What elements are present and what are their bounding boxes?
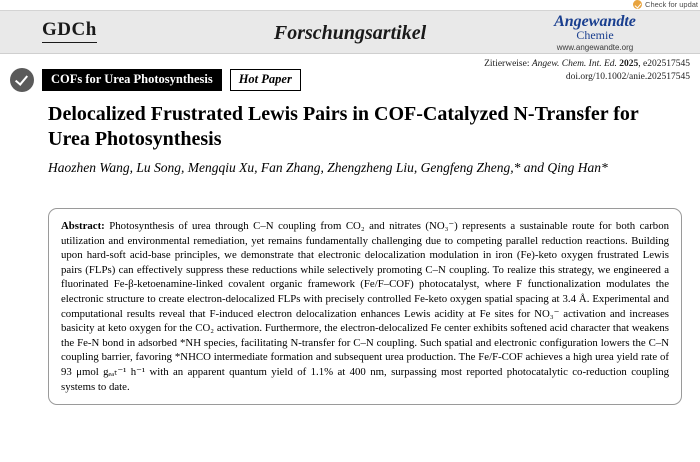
hot-paper-badge: Hot Paper bbox=[230, 69, 301, 91]
journal-section-title: Forschungsartikel bbox=[273, 22, 427, 44]
badge-row bbox=[10, 68, 301, 92]
gdch-logo: GDCh bbox=[42, 19, 97, 43]
citation-label: Zitierweise: bbox=[484, 59, 530, 69]
angewandte-logo bbox=[500, 14, 690, 53]
verified-check-icon bbox=[10, 68, 34, 92]
topic-badge: COFs for Urea Photosynthesis bbox=[42, 69, 222, 91]
journal-header bbox=[0, 10, 700, 54]
angewandte-logo-line1: Angewandte bbox=[554, 13, 636, 30]
citation-doi[interactable]: doi.org/10.1002/anie.202517545 bbox=[565, 71, 690, 82]
author-list: Haozhen Wang, Lu Song, Mengqiu Xu, Fan Zhang, Zhengzheng Liu, Gengfeng Zheng,* and Qing Han* bbox=[48, 160, 608, 175]
page-title: Delocalized Frustrated Lewis Pairs in COF-Catalyzed N-Transfer for Urea Photosynthesis bbox=[48, 103, 639, 150]
abstract-text: Photosynthesis of urea through C–N coupling from CO₂ and nitrates (NO₃⁻) represents a sustainable route for both carbon utilization and environmental remediation, yet remains fundamentally challenging due to competing parallel reduction reactions. Building upon hard-soft acid-base principles, we demonstrate that electronic delocalization modulation in iron (Fe)-keto oxygen frustrated Lewis pairs (FLPs) can effectively suppress these reductions while selectively promoting C–N coupling. To realize this strategy, we engineered a fluorinated Fe-β-ketoenamine-linked covalent organic framework (Fe/F–COF) photocatalyst, where F functionalization modulates the electronic structure to create electron-delocalized FLPs with precisely controlled Fe-keto oxygen spatial spacing at 3.4 Å. Experimental and computational results reveal that F-induced electron delocalization enhances Lewis acidity at Fe sites for NO₃⁻ activation and increases basicity at keto oxygen for the CO₂ activation. Furthermore, the electron-delocalized Fe center exhibits softened acid character that weakens the Fe-N bond in adsorbed *NH species, facilitating N-transfer for C–N coupling. Such spatial and electronic configuration lowers the C–N coupling barrier, favoring *NHCO intermediate formation and subsequent urea production. The Fe/F-COF achieves a high urea yield rate of 93 μmol gₑₐₜ⁻¹ h⁻¹ with an apparent quantum yield of 1.1% at 400 nm, surpassing most reported photocatalytic co-reduction coupling systems to date. bbox=[61, 220, 669, 393]
citation-journal: Angew. Chem. Int. Ed. bbox=[531, 59, 617, 69]
angewandte-logo-line2: Chemie bbox=[576, 28, 614, 42]
citation-line: Zitierweise: Angew. Chem. Int. Ed. 2025, e202517545 bbox=[484, 59, 690, 69]
abstract-label: Abstract: bbox=[61, 220, 105, 232]
citation-year: 2025 bbox=[619, 59, 639, 69]
angewandte-logo-url[interactable]: www.angewandte.org bbox=[556, 43, 634, 52]
abstract-paragraph bbox=[61, 219, 669, 394]
check-for-updates-label: Check for updat bbox=[645, 0, 698, 9]
citation-block bbox=[484, 58, 690, 83]
check-for-updates-badge[interactable] bbox=[633, 0, 698, 9]
abstract-box bbox=[48, 208, 682, 405]
citation-article-number: e202517545 bbox=[643, 59, 690, 69]
check-circle-icon bbox=[633, 0, 642, 9]
